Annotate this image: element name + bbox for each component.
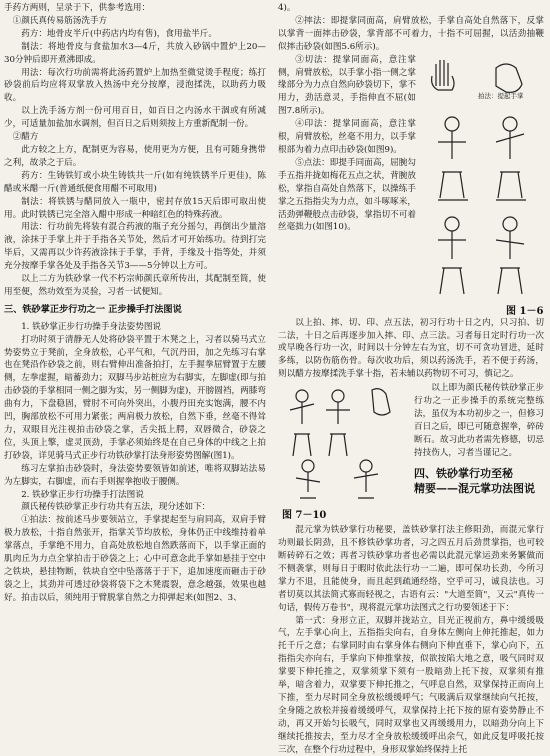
paragraph: 以上拍、摔、切、印、点五法，初习行功十日之内，只习拍、切二法，十日之后再逐步加入摔、印、点三法。习者每日定时行功一次或早晚各行功一次，时间以十分钟左右为宜，切不可贪功冒进，延时多练，以防伤筋伤骨。每次收功后，须以药汤洗手，若不便于药汤，则以醋方按摩揉洗手掌十指，若未辅以药物切不可习，慎记之。 — [278, 317, 544, 382]
figure-note: 拍法：提起手掌 — [478, 92, 524, 100]
paragraph: 以上洗手汤方剂一份可用百日，如百日之内汤水干涸或有所减少，可适量加盐加水调剂，但百日之后则须按上方重新配制一份。 — [4, 105, 266, 131]
subsection-heading: 1. 铁砂掌正步行功操手身法姿势图说 — [4, 321, 266, 334]
paragraph: ①拍法：按前述马步要领站立，手掌提起至与肩同高，双肩手臂极力放松，十指自然张开，指掌关节均放松，身体仍正中线维持着单掌落点，手掌绝不用力，自高处放松地自然跌落而下，以手掌正面的肌肉丘为力点全掌拍击于砂袋之上；心中可意念此手掌如悬挂于空中之铁块，悬挂物断，铁块自空中坠落落于于下，追加速度而砸击于砂袋之上，其劲并可透过砂袋将袋下之木凳震裂，意念越强，效果也越好。拍击以后，须纯用于臂脱掌自然之力抑弹起来(如图2、3、 — [4, 514, 266, 604]
paragraph: 以上二方为铁砂掌一代不朽宗师颜氏章所传出，其配制至简，使用至便，然功效至为灵验，习者一试便知。 — [4, 273, 266, 299]
text-wrap — [278, 54, 416, 235]
paragraph: 练习左掌拍击砂袋时，身法姿势要领皆如前述，唯将双脚站法易为左脚实，右脚虚，而右手则握拳抱收于腰侧。 — [4, 463, 266, 489]
paragraph: 用法：行功前先将装有混合药液的瓶子充分摇匀，再倒出少量溶液，涂抹于手掌上并于手指各关节处，然后才可开始练功。待到打完毕后，又需再以少许药液涂抹于手掌，手背，手缘及十指等处，并须充分按摩手掌各处及手指各关节3——5分钟以上方可。 — [4, 221, 266, 273]
figure-7-10 — [278, 382, 410, 524]
paragraph: 颜氏秘传铁砂掌正步行功共有五法，现分述如下： — [4, 501, 266, 514]
figure-block-1-6 — [278, 54, 544, 317]
hand-sketch-icon — [432, 60, 454, 90]
paragraph: 用法：每次行功前需将此汤药置炉上加热至微觉烫手程度；练打砂袋前后均应将双掌放入热汤中充分按摩，浸泡揉洗，以助药力吸收。 — [4, 67, 266, 106]
left-column — [4, 2, 266, 605]
paragraph: 制法：将铁锈与醋同放入一瓶中，密封存放15天后即可取出使用。此时铁锈已完全溶入醋中形成一种暗红色的特殊药液。 — [4, 196, 266, 222]
figure-caption: 图 7－10 — [282, 510, 326, 523]
section-heading: 三、铁砂掌正步行功之一 正步操手打法图说 — [4, 304, 266, 317]
paragraph: 手药方两则，呈录于下，供参考选用： — [4, 2, 266, 15]
hand-sketch-icon — [372, 389, 390, 415]
paragraph: 以上即为颜氏秘传铁砂掌正步行功之一正步操手的系统完整练法，虽仅为本功初步之一，但修习百日之后，即已可随意握拳，碎砖断石。故习此功者需先修德，切忌持技伤人，习者当谨记之。 — [414, 382, 544, 459]
hand-sketch-icon — [496, 64, 522, 92]
text-wrap — [414, 382, 544, 495]
chapter-title: 精要——混元掌功法图说 — [414, 481, 544, 496]
paragraph: ④印法：提掌同面高，意注掌根，肩臂放松，丝毫不用力，以手掌根部为着力点印击砂袋(如图9)。 — [278, 118, 416, 157]
chapter-title: 四、铁砂掌行功至秘 — [414, 466, 544, 481]
paragraph: ⑤点法：即提手同面高，屈腕勾手五指并拢如梅花五点之状，背腕放松，掌指自高处自然落下，以操练手掌之五指指尖为力点，如斗啄啄米，活劲弹鞭般点击砂袋，掌指切不可着丝毫拙力(如图10)。 — [278, 157, 416, 234]
paragraph: 制法：将地骨皮与食盐加水3—4斤，共放入砂锅中置炉上20—30分钟后即开煮沸即成。 — [4, 41, 266, 67]
paragraph: 此方较之上方，配制更为容易，使用更为方便，且有可随身携带之利，故录之于后。 — [4, 144, 266, 170]
paragraph: 打功时须于清静无人处将砂袋平置于木凳之上，习者以骑马式立势姿势立于凳前，全身放松，心平气和，气沉丹田，加之先练习右掌也在凳沿作砂袋之前，则右臂伸出准备拍打，左手握拳屈臂置于左腰侧，左拳虚握，暗蓄劲力；双脚马步站桩应为右脚实，左脚虚(即与拍击砂袋的手掌相同一侧之脚为实，另一侧脚为虚)，开膀圆裆，两膝弯曲有力，下盘稳固，臂肘不可向外突出，小腹丹田充实饱满，腰不内凹，胸部放松不可用力紧张；两肩极力放松，自然下垂，丝毫不得耸力，双眼目光注视拍击砂袋之掌，舌尖抵上腭，双唇微合，砂袋之位，头顶上擎，虚灵顶劲，手掌必须始终是在自己身体的中线之上拍打砂袋，详见骑马式正步行功铁砂掌打法身形姿势图解(图1)。 — [4, 334, 266, 463]
subsection-heading: 2. 铁砂掌正步行功操手打法图说 — [4, 489, 266, 502]
paragraph: 药方：生铸铁钉或小块生铸铁共一斤(如有纯铁锈半斤更佳)，陈醋或米醋一斤(普通纸便食用醋不可取用) — [4, 170, 266, 196]
paragraph: ③切法：提掌同面高，意注掌侧，肩臂放松，以手掌小指一侧之掌缘部分为力点自然向砂袋切下，掌不用力，劲活意灵，手指伸直不屈(如图7.8所示)。 — [278, 54, 416, 119]
figure-caption: 图 1－6 — [506, 306, 543, 319]
paragraph: 药方：地骨皮半斤(中药店内均有售)，食用盐半斤。 — [4, 28, 266, 41]
figure-1-6 — [418, 54, 544, 304]
figure-illustrations — [278, 382, 410, 510]
paragraph: 混元掌为铁砂掌行功秘要，盖铁砂掌打法主修阳劲，而混元掌行功则最长阴劲，且不修铁砂掌功者，习之四五月后劲贯掌指，也可较断砖碎石之效；再者习铁砂掌功者也必需以此混元掌运劲来务繁做而不侧袭掌，则每日于暇时依此法行功一二遍，即可保功长劲，今所习掌力不退，且能使身，而且起到疏通经络，空乎可习，诚良法也。习者切莫以其法简式寡而轻视之，古语有云："大道至简"，又云"真传一句话，假传万卷书"，现将混元掌功法图式之行功要领述于下： — [278, 524, 544, 614]
figure-block-7-10 — [278, 382, 544, 524]
recipe-heading: ①颜氏真传易筋汤洗手方 — [4, 15, 266, 28]
paragraph: 第一式：身形立正，双脚并拢站立，目光正视前方，鼻中缓缓吸气，左手掌心向上，五指指尖向右，自身体左侧向上伸托推起，如力托千斤之意；右掌同时由右掌身体右侧向下伸直垂下，掌心向下，五指指尖亦向右，手掌向下伸推掌按，似欲按陷大地之意，吸气同时双掌要下伸托推之，双掌须掌下须有一股暗劲上托下按，双掌须有推举，暗含着力，双掌要下伸托推之，气呼息自然，双掌保持正而向上下推，至力尽时同全身放松缓缓呼气；气吸满后双掌继续向气托按，全身随之放松并接着缓缓呼气，双掌保持上托下按的原有姿势静止不动，再又开始匀长吸气，同时双掌也又再缓缓用力，以暗劲分向上下继续托推按去，至力尽才全身放松缓缓呼出余气，如此反复呼吸托按三次，在整个行功过程中，身形双掌始终保持上托 — [278, 615, 544, 756]
paragraph: ②摔法：即提掌同面高，肩臂放松，手掌自高处自然落下，反掌以掌背一面摔击砂袋，掌背部不可着力，十指不可屈握，以活劲抽鞭似摔击砂袋(如图5.6所示)。 — [278, 15, 544, 54]
recipe-heading: ②醋方 — [4, 131, 266, 144]
paragraph: 4)。 — [278, 2, 544, 15]
right-column — [278, 2, 544, 756]
